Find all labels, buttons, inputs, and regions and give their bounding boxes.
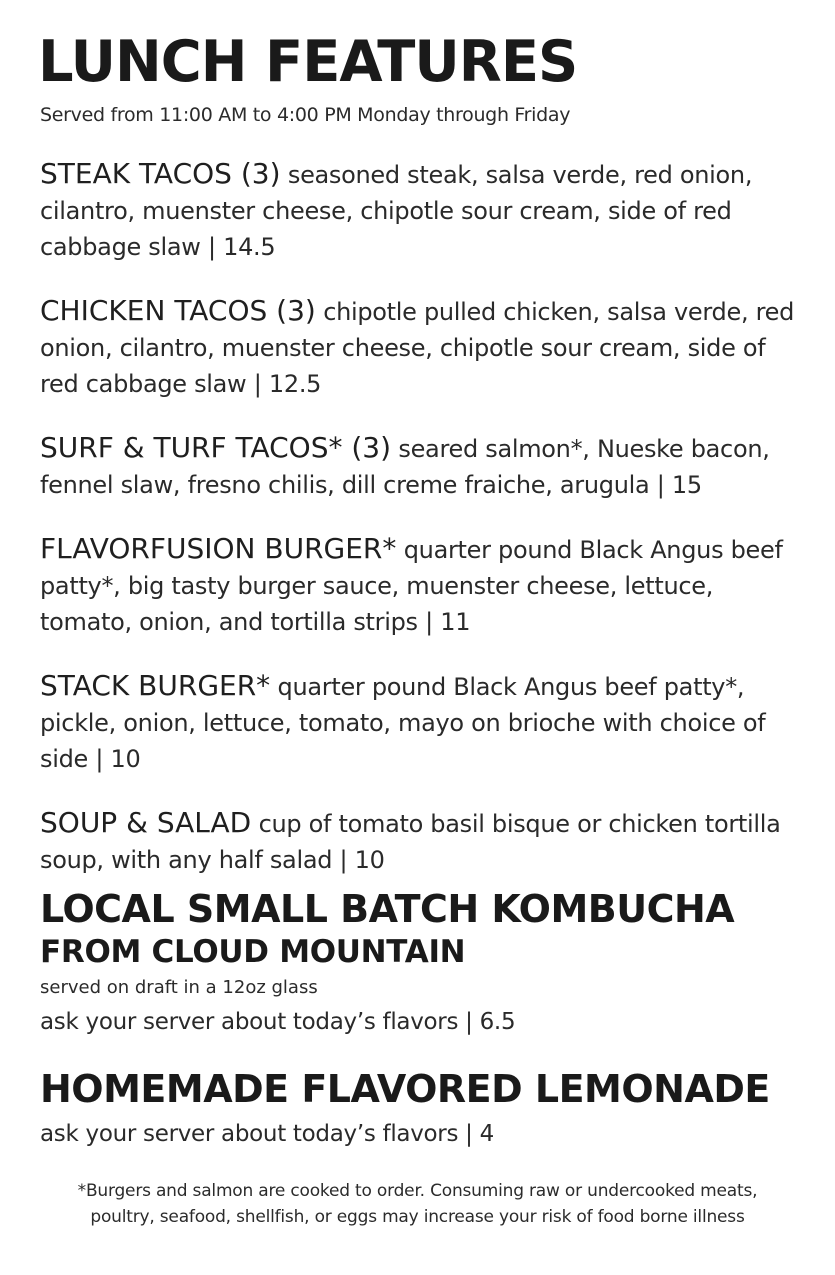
item-price: 15: [671, 471, 702, 499]
item-price: 12.5: [268, 370, 322, 398]
kombucha-flavors-price: ask your server about today’s flavors | 6.5: [40, 1009, 516, 1035]
food-safety-footnote: [30, 1178, 805, 1230]
footnote-line-1: *Burgers and salmon are cooked to order. Consuming raw or undercooked meats,: [77, 1181, 758, 1201]
kombucha-title: LOCAL SMALL BATCH KOMBUCHA: [40, 887, 735, 931]
item-price: 11: [440, 608, 471, 636]
menu-item-stack-burger: [40, 668, 800, 777]
lemonade-section: [40, 1066, 810, 1150]
menu-item-steak-tacos: [40, 156, 800, 265]
lunch-items-list: [40, 156, 800, 906]
item-description: seasoned steak, salsa verde, red onion, cilantro, muenster cheese, chipotle sour cream, side of red cabbage slaw: [40, 161, 753, 261]
price-separator: |: [656, 471, 665, 499]
item-name: SURF & TURF TACOS* (3): [40, 431, 392, 464]
menu-item-surf-turf-tacos: [40, 430, 800, 503]
price-separator: |: [253, 370, 262, 398]
price-separator: |: [207, 233, 216, 261]
item-description: seared salmon*, Nueske bacon, fennel slaw, fresno chilis, dill creme fraiche, arugula: [40, 435, 770, 499]
lemonade-title: HOMEMADE FLAVORED LEMONADE: [40, 1067, 770, 1111]
item-name: SOUP & SALAD: [40, 806, 252, 839]
serving-hours: Served from 11:00 AM to 4:00 PM Monday through Friday: [40, 104, 571, 126]
item-name: STEAK TACOS (3): [40, 157, 281, 190]
item-description: quarter pound Black Angus beef patty*, big tasty burger sauce, muenster cheese, lettuce, tomato, onion, and tortilla strips: [40, 536, 783, 636]
menu-item-chicken-tacos: [40, 293, 800, 402]
kombucha-note: served on draft in a 12oz glass: [40, 977, 318, 998]
page-title: LUNCH FEATURES: [38, 29, 578, 95]
price-separator: |: [425, 608, 433, 636]
item-description: cup of tomato basil bisque or chicken tortilla soup, with any half salad: [40, 810, 781, 874]
item-price: 14.5: [223, 233, 276, 261]
menu-item-flavorfusion-burger: [40, 531, 800, 640]
item-description: quarter pound Black Angus beef patty*, pickle, onion, lettuce, tomato, mayo on brioche with choice of side: [40, 673, 766, 773]
item-price: 10: [354, 846, 385, 874]
kombucha-section: [40, 886, 810, 1038]
item-price: 10: [110, 745, 141, 773]
footnote-line-2: poultry, seafood, shellfish, or eggs may increase your risk of food borne illness: [90, 1207, 745, 1227]
price-separator: |: [95, 745, 104, 773]
item-name: STACK BURGER*: [40, 669, 271, 702]
menu-item-soup-salad: [40, 805, 800, 878]
lemonade-flavors-price: ask your server about today’s flavors | 4: [40, 1121, 494, 1147]
price-separator: |: [339, 846, 348, 874]
item-name: CHICKEN TACOS (3): [40, 294, 316, 327]
kombucha-subtitle: FROM CLOUD MOUNTAIN: [40, 934, 466, 970]
item-description: chipotle pulled chicken, salsa verde, red onion, cilantro, muenster cheese, chipotle sour cream, side of red cabbage slaw: [40, 298, 795, 398]
item-name: FLAVORFUSION BURGER*: [40, 532, 397, 565]
